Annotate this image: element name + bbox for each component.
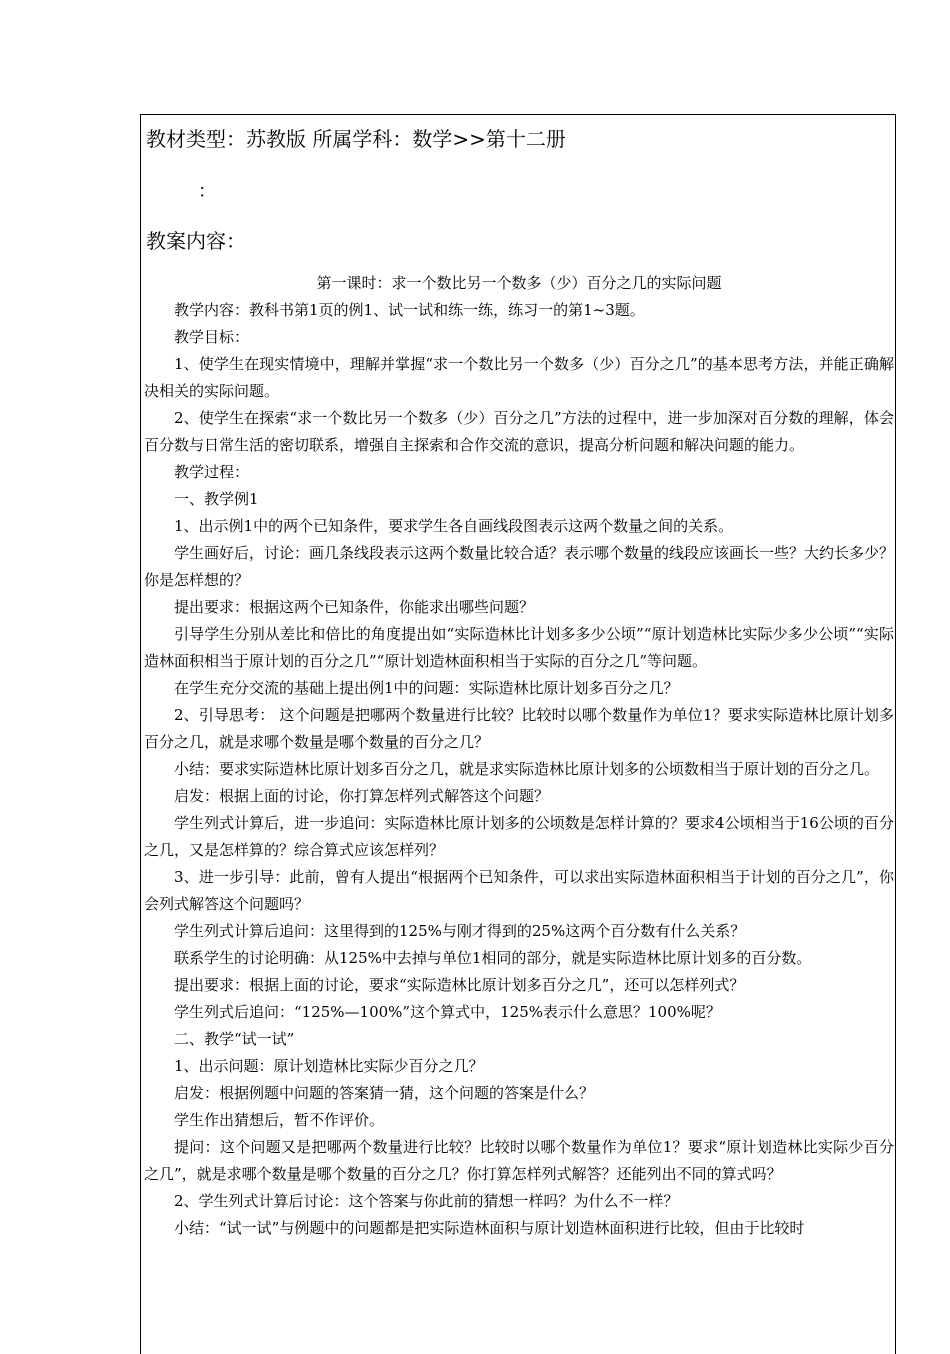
lesson-paragraph: 1、出示问题：原计划造林比实际少百分之几？ [174,1057,484,1075]
lesson-paragraph: 小结：要求实际造林比原计划多百分之几，就是求实际造林比原计划多的公顷数相当于原计划的百分之几。 [174,760,880,778]
lesson-paragraph: 2、学生列式计算后讨论：这个答案与你此前的猜想一样吗？为什么不一样？ [174,1192,679,1210]
lesson-paragraph: 学生列式计算后，进一步追问：实际造林比原计划多的公顷数是怎样计算的？要求4公顷相当于16公顷的百分之几，又是怎样算的？综合算式应该怎样列？ [144,814,894,859]
lesson-paragraph: 小结：“试一试”与例题中的问题都是把实际造林面积与原计划造林面积进行比较，但由于比较时 [174,1219,805,1237]
lesson-paragraph: 2、引导思考： 这个问题是把哪两个数量进行比较？比较时以哪个数量作为单位1？要求实际造林比原计划多百分之几，就是求哪个数量是哪个数量的百分之几？ [144,706,894,751]
lesson-title: 第一课时：求一个数比另一个数多（少）百分之几的实际问题 [316,274,722,292]
lesson-paragraph: 教学过程： [174,463,250,481]
lesson-paragraph: 2、使学生在探索“求一个数比另一个数多（少）百分之几”方法的过程中，进一步加深对百分数的理解，体会百分数与日常生活的密切联系，增强自主探索和合作交流的意识，提高分析问题和解决问题的能力。 [144,409,894,454]
blank-field-colon: ： [198,181,216,202]
lesson-paragraph: 学生作出猜想后，暂不作评价。 [174,1111,385,1129]
lesson-paragraph: 在学生充分交流的基础上提出例1中的问题：实际造林比原计划多百分之几？ [174,679,679,697]
lesson-paragraph: 二、教学“试一试” [174,1030,295,1048]
lesson-paragraph: 教学目标： [174,328,250,346]
lesson-paragraph: 教学内容：教科书第1页的例1、试一试和练一练，练习一的第1~3题。 [174,301,645,319]
lesson-paragraph: 启发：根据上面的讨论，你打算怎样列式解答这个问题？ [174,787,550,805]
lesson-paragraph: 联系学生的讨论明确：从125%中去掉与单位1相同的部分，就是实际造林比原计划多的百分数。 [174,949,812,967]
lesson-paragraph: 3、进一步引导：此前，曾有人提出“根据两个已知条件，可以求出实际造林面积相当于计划的百分之几”，你会列式解答这个问题吗？ [144,868,894,913]
lesson-paragraph: 1、使学生在现实情境中，理解并掌握“求一个数比另一个数多（少）百分之几”的基本思考方法，并能正确解决相关的实际问题。 [144,355,894,400]
lesson-paragraph: 学生列式计算后追问：这里得到的125%与刚才得到的25%这两个百分数有什么关系？ [174,922,746,940]
lesson-paragraph: 1、出示例1中的两个已知条件，要求学生各自画线段图表示这两个数量之间的关系。 [174,517,734,535]
lesson-paragraph: 提问：这个问题又是把哪两个数量进行比较？比较时以哪个数量作为单位1？要求“原计划造林比实际少百分之几”，就是求哪个数量是哪个数量的百分之几？你打算怎样列式解答？还能列出不同的算式吗？ [144,1138,894,1183]
lesson-content [144,270,894,1242]
material-meta: 教材类型：苏教版 所属学科：数学>>第十二册 [146,127,566,151]
lesson-paragraph: 启发：根据例题中问题的答案猜一猜，这个问题的答案是什么？ [174,1084,595,1102]
lesson-paragraph: 引导学生分别从差比和倍比的角度提出如“实际造林比计划多多少公顷”“原计划造林比实际少多少公顷”“实际造林面积相当于原计划的百分之几”“原计划造林面积相当于实际的百分之几”等问题。 [144,625,894,670]
content-heading: 教案内容： [146,229,246,253]
lesson-paragraph: 提出要求：根据这两个已知条件，你能求出哪些问题？ [174,598,535,616]
lesson-paragraph: 提出要求：根据上面的讨论，要求“实际造林比原计划多百分之几”，还可以怎样列式？ [174,976,745,994]
lesson-paragraphs [144,297,894,1242]
lesson-paragraph: 学生画好后，讨论：画几条线段表示这两个数量比较合适？表示哪个数量的线段应该画长一些？大约长多少？你是怎样想的？ [144,544,895,589]
lesson-paragraph: 一、教学例1 [174,490,259,508]
lesson-paragraph: 学生列式后追问：“125%—100%”这个算式中，125%表示什么意思？100%呢？ [174,1003,721,1021]
